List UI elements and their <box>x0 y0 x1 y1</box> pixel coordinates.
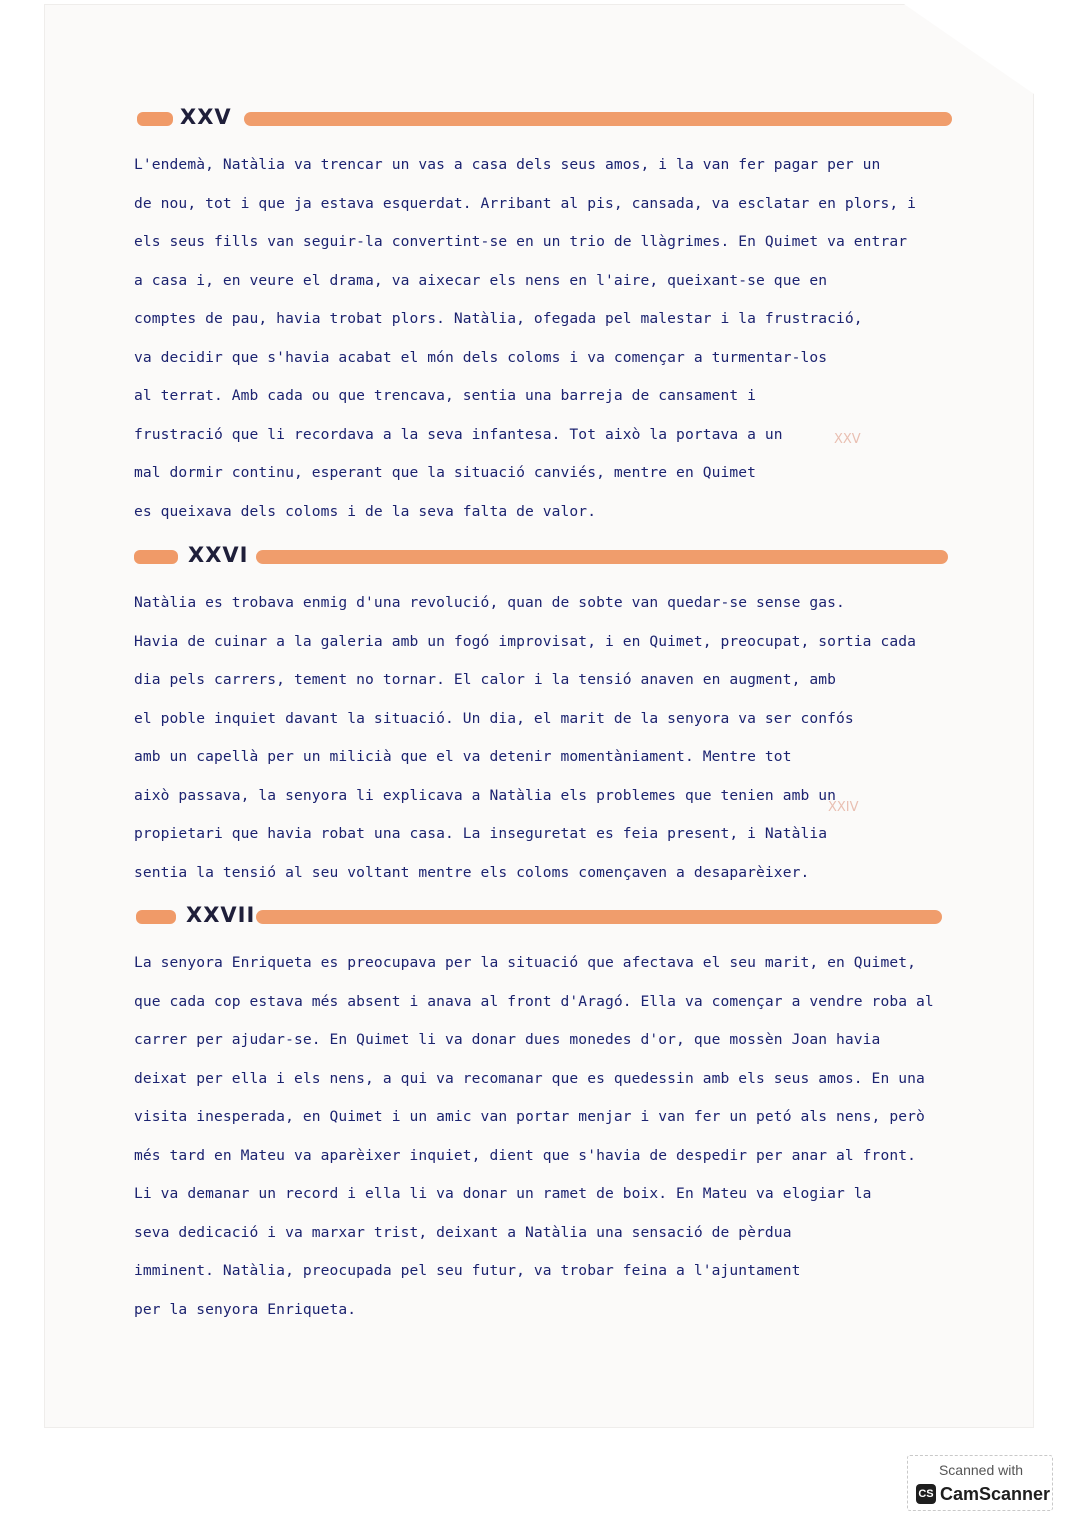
highlighter-mark-right <box>244 112 952 126</box>
text-line: al terrat. Amb cada ou que trencava, sentia una barreja de cansament i <box>134 387 757 404</box>
chapter-xxvi <box>44 542 1034 892</box>
text-line: el poble inquiet davant la situació. Un dia, el marit de la senyora va ser confós <box>134 709 854 727</box>
text-line: a casa i, en veure el drama, va aixecar els nens en l'aire, queixant-se que en <box>134 271 828 289</box>
text-line: deixat per ella i els nens, a qui va recomanar que es quedessin amb els seus amos. En una <box>134 1069 925 1087</box>
text-line: visita inesperada, en Quimet i un amic van portar menjar i van fer un petó als nens, però <box>134 1108 925 1125</box>
highlighter-mark-left <box>136 910 176 924</box>
chapter-xxv <box>44 104 1034 531</box>
text-line: dia pels carrers, tement no tornar. El calor i la tensió anaven en augment, amb <box>134 671 837 688</box>
camscanner-logo-icon: CS <box>916 1484 936 1504</box>
chapter-numeral: XXV <box>180 105 232 129</box>
text-line: L'endemà, Natàlia va trencar un vas a casa dels seus amos, i la van fer pagar per un <box>134 156 881 173</box>
text-line: es queixava dels coloms i de la seva falta de valor. <box>134 502 597 520</box>
text-line: imminent. Natàlia, preocupada pel seu futur, va trobar feina a l'ajuntament <box>134 1262 801 1279</box>
chapter-header <box>44 542 1034 572</box>
text-line: va decidir que s'havia acabat el món dels coloms i va començar a turmentar-los <box>134 348 828 366</box>
watermark-brand <box>916 1482 1050 1506</box>
chapter-numeral: XXVII <box>186 903 256 927</box>
chapter-text <box>134 584 974 892</box>
scanned-page <box>44 4 1034 1428</box>
text-line: que cada cop estava més absent i anava al front d'Aragó. Ella va començar a vendre roba al <box>134 992 934 1010</box>
chapter-numeral: XXVI <box>188 543 249 567</box>
text-line: això passava, la senyora li explicava a Natàlia els problemes que tenien amb un <box>134 786 837 804</box>
chapter-header <box>44 104 1034 134</box>
text-line: Havia de cuinar a la galeria amb un fogó improvisat, i en Quimet, preocupat, sortia cada <box>134 632 916 650</box>
text-line: mal dormir continu, esperant que la situació canviés, mentre en Quimet <box>134 464 757 481</box>
text-line: de nou, tot i que ja estava esquerdat. Arribant al pis, cansada, va esclatar en plors, i <box>134 194 916 212</box>
chapter-xxvii <box>44 902 1034 1329</box>
text-line: La senyora Enriqueta es preocupava per la situació que afectava el seu marit, en Quimet, <box>134 954 916 971</box>
bleed-through-mark: XXIV <box>828 800 859 815</box>
text-line: amb un capellà per un milicià que el va detenir momentàniament. Mentre tot <box>134 748 792 765</box>
highlighter-mark-left <box>134 550 178 564</box>
text-line: comptes de pau, havia trobat plors. Natàlia, ofegada pel malestar i la frustració, <box>134 310 863 327</box>
text-line: frustració que li recordava a la seva infantesa. Tot això la portava a un <box>134 425 783 443</box>
text-line: per la senyora Enriqueta. <box>134 1300 357 1318</box>
chapter-text <box>134 146 974 531</box>
highlighter-mark-right <box>256 910 942 924</box>
text-line: seva dedicació i va marxar trist, deixant a Natàlia una sensació de pèrdua <box>134 1223 792 1241</box>
camscanner-watermark <box>907 1455 1053 1511</box>
text-line: els seus fills van seguir-la convertint-se en un trio de llàgrimes. En Quimet va entrar <box>134 233 908 250</box>
chapter-header <box>44 902 1034 932</box>
text-line: carrer per ajudar-se. En Quimet li va donar dues monedes d'or, que mossèn Joan havia <box>134 1031 881 1048</box>
highlighter-mark-left <box>137 112 173 126</box>
watermark-caption: Scanned with <box>938 1462 1024 1478</box>
text-line: Li va demanar un record i ella li va donar un ramet de boix. En Mateu va elogiar la <box>134 1185 872 1202</box>
text-line: més tard en Mateu va aparèixer inquiet, dient que s'havia de despedir per anar al front. <box>134 1146 916 1164</box>
text-line: sentia la tensió al seu voltant mentre els coloms començaven a desaparèixer. <box>134 863 810 881</box>
text-line: propietari que havia robat una casa. La inseguretat es feia present, i Natàlia <box>134 825 828 842</box>
watermark-brand-name: CamScanner <box>940 1483 1051 1504</box>
text-line: Natàlia es trobava enmig d'una revolució, quan de sobte van quedar-se sense gas. <box>134 594 845 611</box>
highlighter-mark-right <box>256 550 948 564</box>
bleed-through-mark: XXV <box>834 432 861 447</box>
chapter-text <box>134 944 974 1329</box>
folded-corner <box>904 4 1034 94</box>
